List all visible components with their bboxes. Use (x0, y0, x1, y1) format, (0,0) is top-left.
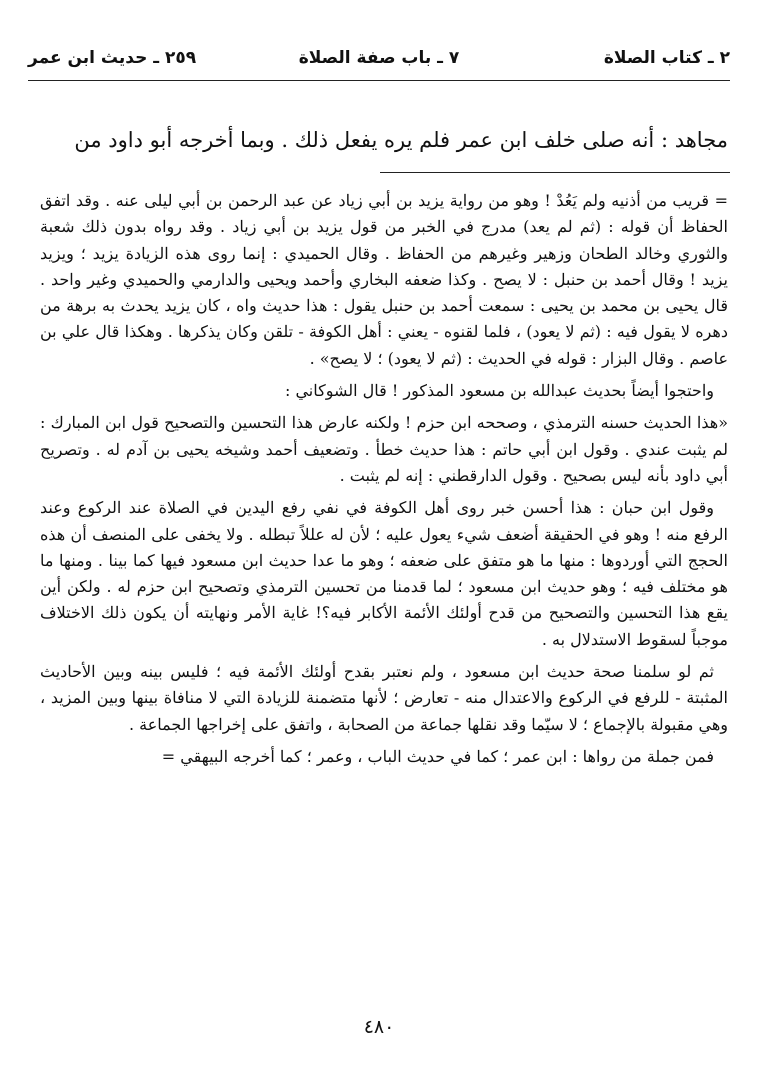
hadith-title: ٢٥٩ ـ حديث ابن عمر (28, 48, 197, 68)
footnote-paragraph: = قريب من أذنيه ولم يَعُدْ ! وهو من رواية يزيد بن أبي زياد عن عبد الرحمن بن أبي ليلى عنه . وقد اتفق الحفاظ أن قوله : (ثم لم يعد) مدرج في الخبر من قول يزيد بن أبي زياد . وقد رواه بدون ذلك شعبة والثوري وخالد الطحان وزهير وغيرهم من الحفاظ . وقال الحميدي : إنما روى هذه الزيادة يزيد ؛ ويزيد يزيد ! وقال أحمد بن حنبل : لا يصح . وكذا ضعفه البخاري وأحمد ويحيى والدارمي والحميدي وغير واحد . قال يحيى بن محمد بن يحيى : سمعت أحمد بن حنبل يقول : هذا حديث واه ، كان يزيد يحدث به برهة من دهره لا يقول فيه : (ثم لا يعود) ، فلما لقنوه - يعني : أهل الكوفة - تلقن وكان يذكرها . وهكذا قال علي بن عاصم . وقال البزار : قوله في الحديث : (ثم لا يعود) ؛ لا يصح» . (40, 191, 729, 368)
page-number: ٤٨٠ (363, 1016, 395, 1038)
main-text (40, 122, 728, 158)
footnote-separator (380, 172, 730, 173)
header-divider (28, 80, 730, 81)
footnote-paragraph: «هذا الحديث حسنه الترمذي ، وصححه ابن حزم ! ولكنه عارض هذا التحسين والتصحيح قول ابن المبارك : لم يثبت عندي . وقول ابن أبي حاتم : هذا حديث خطأ . وتضعيف أحمد وشيخه يحيى بن آدم له . وتصريح أبي داود بأنه ليس بصحيح . وقول الدارقطني : إنه لم يثبت . (40, 413, 728, 485)
footnote-paragraph: ثم لو سلمنا صحة حديث ابن مسعود ، ولم نعتبر بقدح أولئك الأئمة فيه ؛ فليس بينه وبين الأحاديث المثبتة - للرفع في الركوع والاعتدال منه - تعارض ؛ لأنها متضمنة للزيادة التي لا منافاة بينها وبين المزيد ، وهي مقبولة بالإجماع ؛ لا سيّما وقد نقلها جماعة من الصحابة ، واتفق على إخراجها الجماعة . (40, 662, 728, 734)
footnote-paragraph: واحتجوا أيضاً بحديث عبدالله بن مسعود المذكور ! قال الشوكاني : (284, 381, 714, 401)
running-header (28, 48, 730, 78)
chapter-title: ٢ ـ كتاب الصلاة (603, 48, 730, 68)
footnote-paragraph: وقول ابن حبان : هذا أحسن خبر روى أهل الكوفة في نفي رفع اليدين في الصلاة عند الركوع وعند الرفع منه ! وهو في الحقيقة أضعف شيء يعول عليه ؛ لأن له عللاً تبطله . ولا يخفى على المنصف أن هذه الحجج التي أوردوها : منها ما هو متفق على ضعفه ؛ وهو ما عدا حديث ابن مسعود فيها كما بينا . ومنها ما هو مختلف فيه ؛ وهو حديث ابن مسعود ؛ لما قدمنا من تحسين الترمذي وتصحيح ابن حزم له . ولكن أين يقع هذا التحسين والتصحيح من قدح أولئك الأئمة الأكابر فيه؟! غاية الأمر ونهايته أن يكون ذلك الاختلاف موجباً لسقوط الاستدلال به . (40, 498, 728, 649)
section-title: ٧ ـ باب صفة الصلاة (298, 48, 460, 68)
main-text-line: مجاهد : أنه صلى خلف ابن عمر فلم يره يفعل ذلك . وبما أخرجه أبو داود من (74, 128, 728, 152)
footnotes (40, 188, 728, 776)
footnote-paragraph: فمن جملة من رواها : ابن عمر ؛ كما في حديث الباب ، وعمر ؛ كما أخرجه البيهقي = (161, 746, 714, 766)
